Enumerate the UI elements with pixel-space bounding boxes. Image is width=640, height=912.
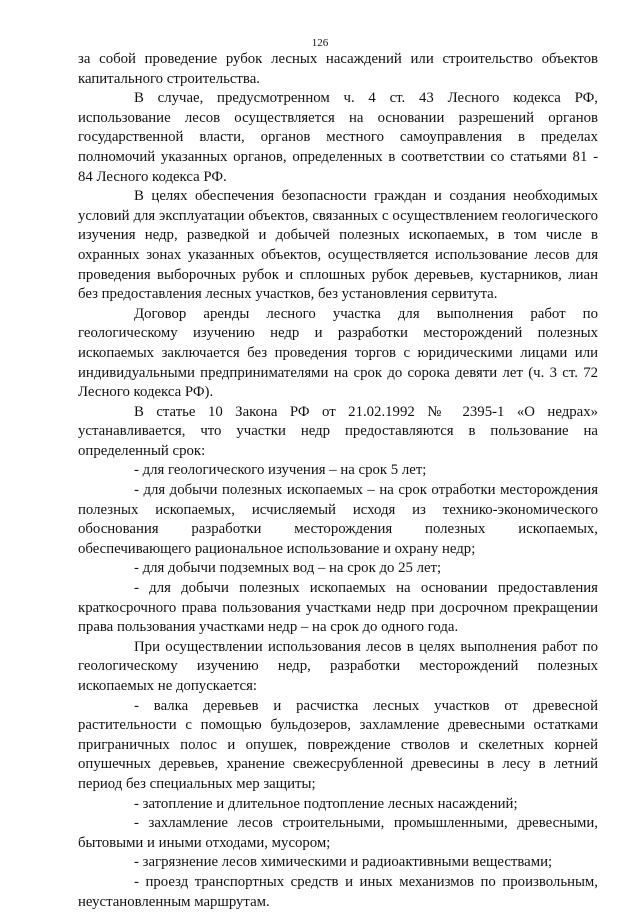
paragraph: В целях обеспечения безопасности граждан и создания необходимых условий для эксплуатации объектов, связанных с осуществлением геологического изучения недр, разведкой и добычей полезных ископаемых, в том числе в охранных зонах указанных объектов, осуществляется использование лесов для проведения выборочных рубок и сплошных рубок деревьев, кустарников, лиан без предоставления лесных участков, без установления сервитута. <box>78 188 598 303</box>
paragraph: При осуществлении использования лесов в целях выполнения работ по геологическому изучению недр, разработки месторождений полезных ископаемых не допускается: <box>78 638 598 694</box>
list-item: - загрязнение лесов химическими и радиоактивными веществами; <box>134 854 553 871</box>
list-item: - проезд транспортных средств и иных механизмов по произвольным, неустановленным маршрутам. <box>78 873 598 910</box>
list-item: - затопление и длительное подтопление лесных насаждений; <box>134 795 518 812</box>
paragraph: Договор аренды лесного участка для выполнения работ по геологическому изучению недр и разработки месторождений полезных ископаемых заключается без проведения торгов с юридическими лицами или индивидуальными предпринимателями на срок до сорока девяти лет (ч. 3 ст. 72 Лесного кодекса РФ). <box>78 305 598 401</box>
list-item: - для добычи полезных ископаемых на основании предоставления краткосрочного права пользования участками недр при досрочном прекращении права пользования участками недр – на срок до одного года. <box>78 580 598 636</box>
list-item: - захламление лесов строительными, промышленными, древесными, бытовыми и иными отходами, мусором; <box>78 815 598 851</box>
body-text <box>78 50 598 912</box>
list-item: - для добычи подземных вод – на срок до 25 лет; <box>134 560 442 577</box>
list-item: - для добычи полезных ископаемых – на срок отработки месторождения полезных ископаемых, исчисляемый исходя из технико-экономического обоснования разработки месторождения полезных ископаемых, обеспечивающего рациональное использование и охрану недр; <box>78 482 598 557</box>
paragraph: В статье 10 Закона РФ от 21.02.1992 № 2395-1 «О недрах» устанавливается, что участки недр предоставляются в пользование на определенный срок: <box>78 403 598 459</box>
list-item: - для геологического изучения – на срок 5 лет; <box>134 462 427 479</box>
paragraph: за собой проведение рубок лесных насаждений или строительство объектов капитального строительства. <box>78 51 598 87</box>
paragraph: В случае, предусмотренном ч. 4 ст. 43 Лесного кодекса РФ, использование лесов осуществляется на основании разрешений органов государственной власти, органов местного самоуправления в пределах полномочий указанных органов, определенных в соответствии со статьями 81 - 84 Лесного кодекса РФ. <box>78 90 598 185</box>
page-number: 126 <box>311 37 329 49</box>
list-item: - валка деревьев и расчистка лесных участков от древесной растительности с помощью бульдозеров, захламление древесными остатками приграничных полос и опушек, повреждение стволов и скелетных корней опушечных деревьев, хранение свежесрубленной древесины в лесу в летний период без специальных мер защиты; <box>78 697 598 792</box>
